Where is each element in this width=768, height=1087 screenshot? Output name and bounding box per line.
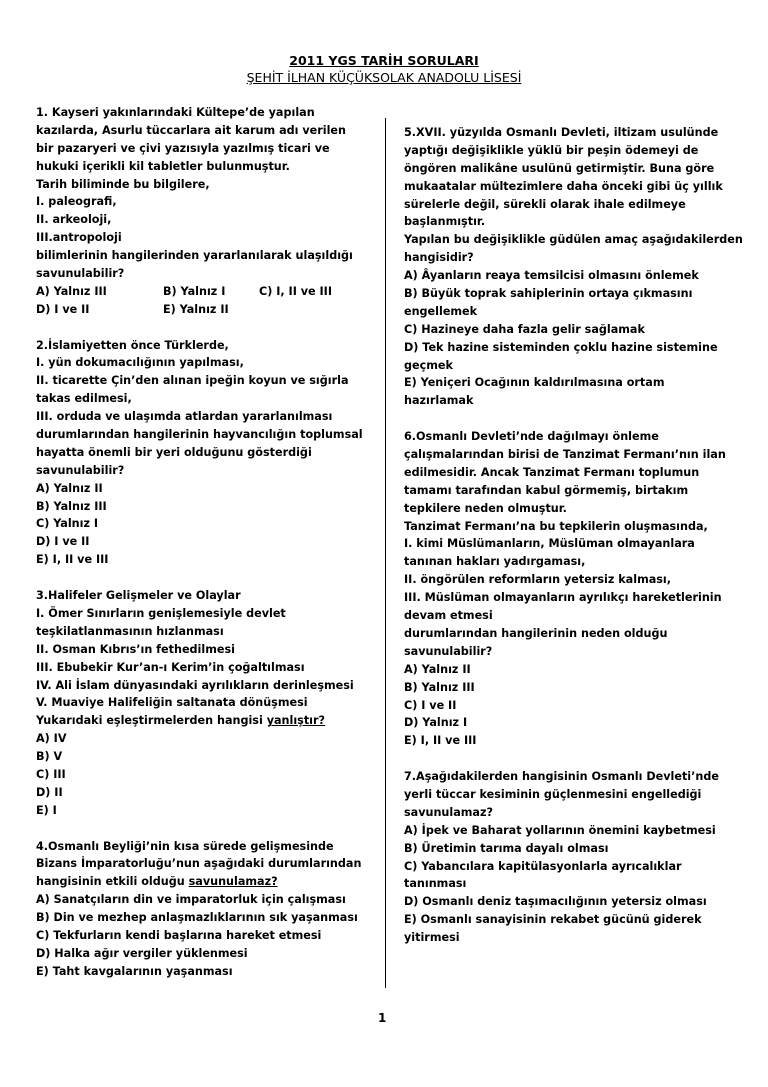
question-7	[404, 768, 744, 947]
answer-option[interactable]: B) Üretimin tarıma dayalı olması	[404, 841, 609, 855]
stem-emphasis: yanlıştır?	[266, 714, 326, 728]
question-line: durumlarından hangilerinin hayvancılığın toplumsal	[36, 428, 363, 442]
answer-options-row	[36, 283, 388, 301]
answer-option[interactable]: D) I ve II	[36, 535, 90, 549]
answer-option-cont[interactable]: hazırlamak	[404, 394, 474, 408]
question-line: savunulabilir?	[36, 267, 125, 281]
question-stem	[36, 873, 388, 891]
question-line: III. orduda ve ulaşımda atlardan yararlanılması	[36, 410, 333, 424]
question-line: yaptığı değişiklikle yüklü bir peşin ödemeyi de	[404, 143, 699, 157]
answer-option[interactable]: D) II	[36, 785, 63, 799]
question-line: 2.İslamiyetten önce Türklerde,	[36, 338, 229, 352]
left-column	[36, 104, 388, 999]
question-line: III. Müslüman olmayanların ayrılıkçı hareketlerinin	[404, 591, 722, 605]
question-line: çalışmalarından birisi de Tanzimat Fermanı’nın ilan	[404, 448, 726, 462]
answer-option[interactable]: A) Yalnız III	[36, 284, 107, 298]
answer-option[interactable]: A) IV	[36, 732, 67, 746]
question-line: 5.XVII. yüzyılda Osmanlı Devleti, iltizam usulünde	[404, 126, 719, 139]
question-line: savunulabilir?	[404, 644, 493, 658]
page-title: 2011 YGS TARİH SORULARI	[289, 53, 479, 68]
question-4	[36, 838, 388, 981]
question-2	[36, 337, 388, 570]
answer-option[interactable]: B) Yalnız I	[163, 284, 226, 298]
question-line: devam etmesi	[404, 609, 493, 623]
answer-option[interactable]: E) Taht kavgalarının yaşanması	[36, 964, 233, 978]
question-line: 4.Osmanlı Beyliği’nin kısa sürede gelişmesinde	[36, 839, 334, 853]
school-name: ŞEHİT İLHAN KÜÇÜKSOLAK ANADOLU LİSESİ	[246, 70, 522, 85]
answer-option[interactable]: A) Sanatçıların din ve imparatorluk için çalışması	[36, 893, 346, 907]
answer-option[interactable]: C) I, II ve III	[259, 284, 333, 298]
answer-option[interactable]: B) Yalnız III	[404, 680, 475, 694]
question-line: durumlarından hangilerinin neden olduğu	[404, 626, 668, 640]
question-line: hayatta önemli bir yeri olduğunu gösterdiği	[36, 445, 312, 459]
question-line: sürelerle değil, sürekli olarak ihale edilmeye	[404, 197, 686, 211]
question-line: savunulabilir?	[36, 463, 125, 477]
right-column	[404, 124, 744, 965]
answer-option-cont[interactable]: yitirmesi	[404, 931, 460, 945]
answer-option[interactable]: B) V	[36, 750, 63, 764]
answer-option-cont[interactable]: engellemek	[404, 304, 478, 318]
answer-option-cont[interactable]: tanınması	[404, 877, 467, 891]
answer-option[interactable]: B) Büyük toprak sahiplerinin ortaya çıkmasını	[404, 287, 693, 301]
question-line: tepkilere neden olmuştur.	[404, 501, 567, 515]
answer-option[interactable]: C) Hazineye daha fazla gelir sağlamak	[404, 322, 645, 336]
answer-option[interactable]: C) III	[36, 767, 66, 781]
answer-option[interactable]: D) Halka ağır vergiler yüklenmesi	[36, 946, 248, 960]
question-line: teşkilatlanmasının hızlanması	[36, 624, 224, 638]
answer-option[interactable]: D) Tek hazine sisteminden çoklu hazine sistemine	[404, 340, 718, 354]
question-line: yerli tüccar kesiminin güçlenmesini engellediği	[404, 787, 702, 801]
question-line: edilmesidir. Ancak Tanzimat Fermanı toplumun	[404, 465, 700, 479]
question-line: II. ticarette Çin’den alınan ipeğin koyun ve sığırla	[36, 374, 349, 388]
question-line: öngören malikâne usulünü getirmiştir. Buna göre	[404, 161, 715, 175]
question-line: Tarih biliminde bu bilgilere,	[36, 177, 210, 191]
question-line: 7.Aşağıdakilerden hangisinin Osmanlı Devleti’nde	[404, 770, 719, 784]
answer-option[interactable]: B) Yalnız III	[36, 499, 107, 513]
question-line: 1. Kayseri yakınlarındaki Kültepe’de yapılan	[36, 106, 315, 119]
question-line: II. öngörülen reformların yetersiz kalması,	[404, 573, 672, 587]
stem-text: hangisinin etkili olduğu	[36, 875, 189, 889]
answer-option[interactable]: E) Yeniçeri Ocağının kaldırılmasına ortam	[404, 376, 665, 390]
question-line: mukaatalar mültezimlere daha önceki gibi üç yıllık	[404, 179, 723, 193]
answer-option[interactable]: A) Yalnız II	[404, 662, 471, 676]
answer-option[interactable]: E) I, II ve III	[404, 734, 477, 748]
question-line: I. Ömer Sınırların genişlemesiyle devlet	[36, 606, 286, 620]
question-line: I. yün dokumacılığının yapılması,	[36, 356, 244, 370]
question-line: III.antropoloji	[36, 231, 122, 245]
answer-option[interactable]: B) Din ve mezhep anlaşmazlıklarının sık yaşanması	[36, 911, 358, 925]
question-line: tanınan hakları yadırgaması,	[404, 555, 586, 569]
answer-option[interactable]: D) Yalnız I	[404, 716, 468, 730]
stem-text: Yukarıdaki eşleştirmelerden hangisi	[36, 714, 267, 728]
question-line: I. kimi Müslümanların, Müslüman olmayanlara	[404, 537, 695, 551]
question-stem	[36, 712, 388, 730]
question-line: II. arkeoloji,	[36, 213, 112, 227]
question-6	[404, 428, 744, 750]
question-1	[36, 104, 388, 319]
answer-option[interactable]: C) I ve II	[404, 698, 457, 712]
question-line: savunulamaz?	[404, 805, 493, 819]
answer-option[interactable]: E) I	[36, 803, 57, 817]
question-line: tamamı tarafından kabul görmemiş, birtakım	[404, 483, 689, 497]
answer-option-cont[interactable]: geçmek	[404, 358, 453, 372]
page-number: 1	[378, 1011, 387, 1025]
answer-option[interactable]: D) Osmanlı deniz taşımacılığının yetersiz olması	[404, 895, 707, 909]
question-line: IV. Ali İslam dünyasındaki ayrılıkların derinleşmesi	[36, 678, 354, 692]
answer-option[interactable]: C) Yalnız I	[36, 517, 99, 531]
question-line: 3.Halifeler Gelişmeler ve Olaylar	[36, 589, 241, 603]
question-line: II. Osman Kıbrıs’ın fethedilmesi	[36, 642, 235, 656]
question-line: Yapılan bu değişiklikle güdülen amaç aşağıdakilerden	[404, 233, 743, 247]
question-line: bir pazaryeri ve çivi yazısıyla yazılmış ticari ve	[36, 141, 330, 155]
answer-option[interactable]: E) Osmanlı sanayisinin rekabet gücünü giderek	[404, 913, 702, 927]
question-line: III. Ebubekir Kur’an-ı Kerim’in çoğaltılması	[36, 660, 305, 674]
answer-options-row	[36, 301, 388, 319]
answer-option[interactable]: D) I ve II	[36, 302, 90, 316]
question-line: V. Muaviye Halifeliğin saltanata dönüşmesi	[36, 696, 308, 710]
question-5	[404, 124, 744, 410]
answer-option[interactable]: A) İpek ve Baharat yollarının önemini kaybetmesi	[404, 823, 716, 837]
answer-option[interactable]: C) Yabancılara kapitülasyonlarla ayrıcalıklar	[404, 859, 682, 873]
answer-option[interactable]: A) Âyanların reaya temsilcisi olmasını önlemek	[404, 269, 699, 283]
question-line: başlanmıştır.	[404, 215, 486, 229]
stem-emphasis: savunulamaz?	[188, 875, 278, 889]
question-line: kazılarda, Asurlu tüccarlara ait karum adı verilen	[36, 123, 346, 137]
answer-option[interactable]: E) I, II ve III	[36, 553, 109, 567]
question-line: bilimlerinin hangilerinden yararlanılarak ulaşıldığı	[36, 249, 353, 263]
answer-option[interactable]: E) Yalnız II	[163, 302, 229, 316]
question-3	[36, 587, 388, 820]
question-line: Bizans İmparatorluğu’nun aşağıdaki durumlarından	[36, 857, 362, 871]
answer-option[interactable]: A) Yalnız II	[36, 481, 103, 495]
question-line: takas edilmesi,	[36, 392, 132, 406]
question-line: hangisidir?	[404, 251, 474, 265]
question-line: I. paleografi,	[36, 195, 117, 209]
question-line: hukuki içerikli kil tabletler bulunmuştur.	[36, 159, 290, 173]
answer-option[interactable]: C) Tekfurların kendi başlarına hareket etmesi	[36, 928, 322, 942]
question-line: 6.Osmanlı Devleti’nde dağılmayı önleme	[404, 430, 659, 444]
question-line: Tanzimat Fermanı’na bu tepkilerin oluşmasında,	[404, 519, 708, 533]
